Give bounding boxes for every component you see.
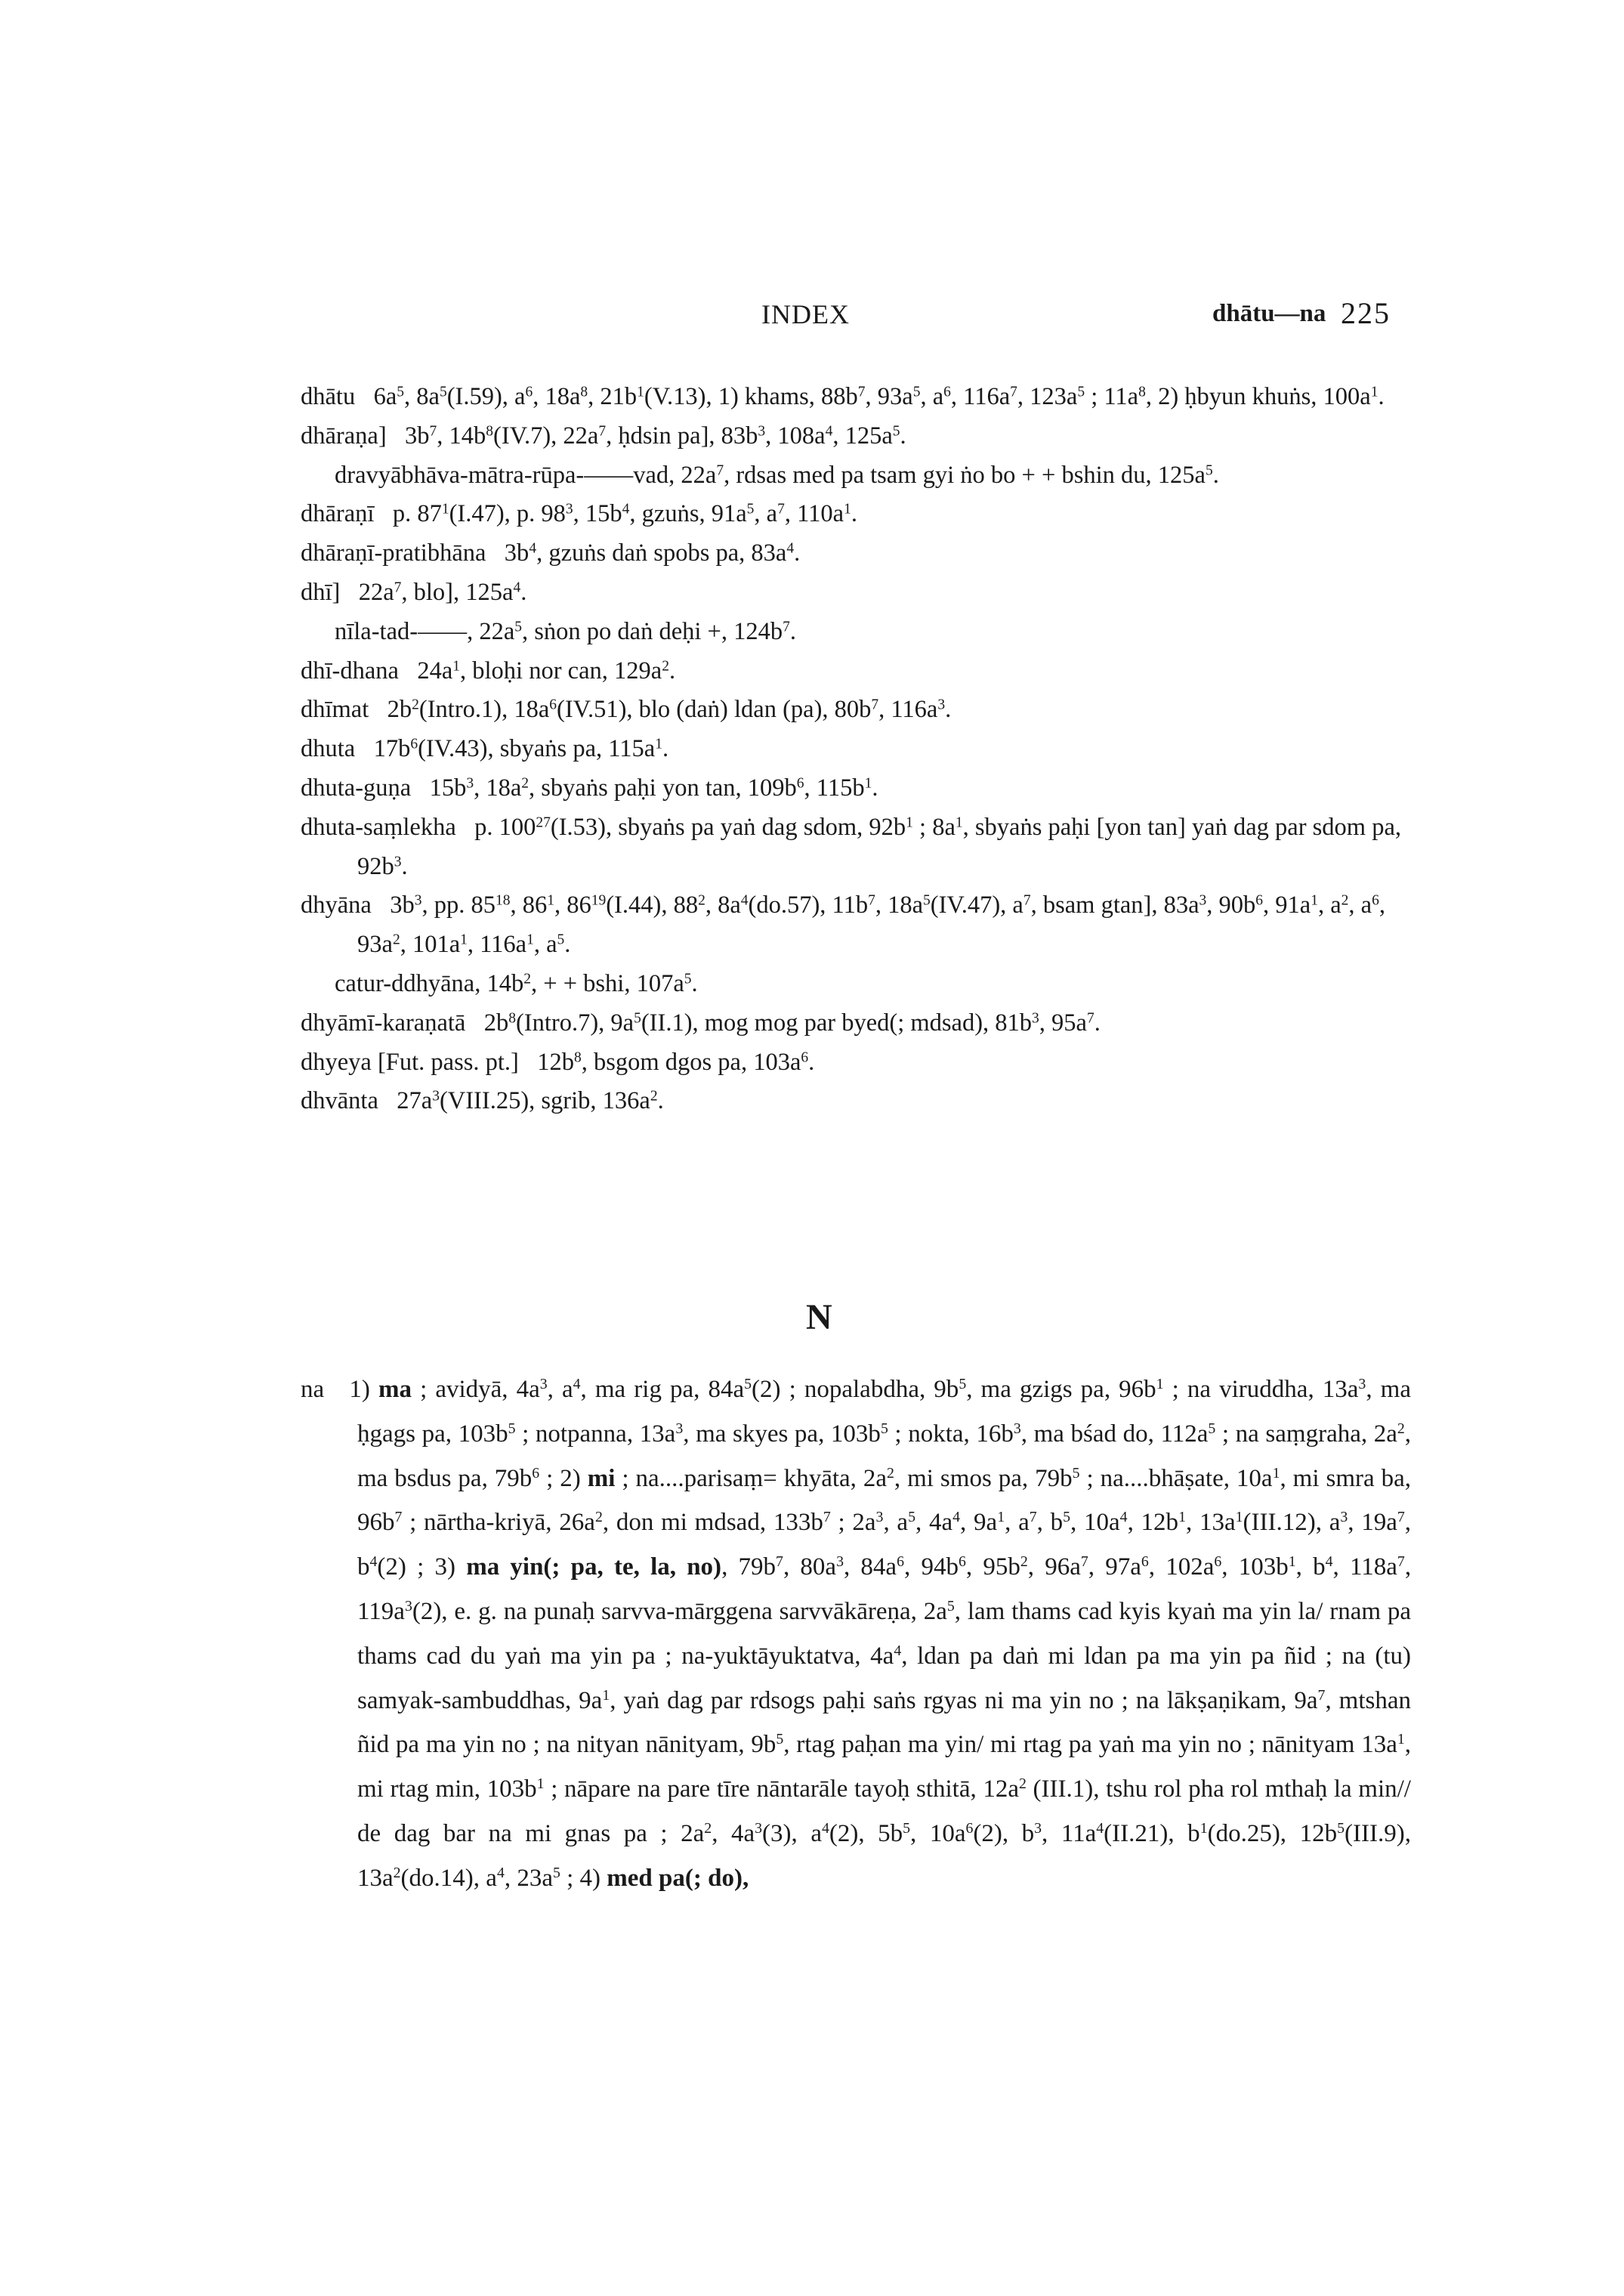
index-entry: dhātu $6a^5$, $8a^5(I.59)$, $a^6$, $18a^8$, $21b^1(V.13)$, 1) khams, $88b^7$, $93a^5$, $a^6$, $116a^7$, $123a^5$ ; $11a^8$, 2) ḥbyun khuṅs, $100a^1$.	[301, 383, 1385, 410]
index-entry: dhvānta $27a^3(VIII.25)$, sgrib, $136a^2$.	[301, 1087, 664, 1115]
index-entry: dhāraṇī p. $87^1(I.47)$, p. $98^3$, $15b^4$, gzuṅs, $91a^5$, $a^7$, $110a^1$.	[301, 500, 857, 528]
index-entry: dhī] $22a^7$, blo], $125a^4$.	[301, 578, 527, 606]
index-entries	[301, 378, 1411, 1121]
index-entry: nīla-tad-——, $22a^5$, sṅon po daṅ deḥi +, $124b^7$.	[335, 617, 796, 645]
header-range: dhātu—na	[1212, 300, 1326, 327]
index-entry: dhyeya [Fut. pass. pt.] $12b^8$, bsgom dgos pa, $103a^6$.	[301, 1048, 815, 1076]
index-entry: catur-ddhyāna, $14b^2$, + + bshi, $107a^5$.	[335, 969, 698, 997]
section-letter: N	[806, 1297, 832, 1337]
index-entry: dhuta $17b^6(IV.43)$, sbyaṅs pa, $115a^1$.	[301, 735, 669, 763]
running-head	[302, 298, 1405, 344]
index-entry: dhāraṇī-pratibhāna $3b^4$, gzuṅs daṅ spobs pa, $83a^4$.	[301, 539, 801, 567]
page-number: 225	[1341, 296, 1391, 330]
index-entry: dhīmat $2b^2(Intro.1)$, $18a^6(IV.51)$, blo (daṅ) ldan (pa), $80b^7$, $116a^3$.	[301, 696, 952, 724]
na-entry-text: na 1) ma ; avidyā, $4a^3$, $a^4$, ma rig pa, $84a^5(2)$ ; nopalabdha, $9b^5$, ma gzigs pa, $96b^1$ ; na viruddha, $13a^3$, ma ḥgags pa, $103b^5$ ; notpanna, $13a^3$, ma skyes pa, $103b^5$ ; nokta, $16b^3$, ma bśad do, $112a^5$ ; na saṃgraha, $2a^2$, ma bsdus pa, $79b^6$ ; 2) mi ; na....parisaṃ= khyāta, $2a^2$, mi smos pa, $79b^5$ ; na....bhāṣate, $10a^1$, mi smra ba, $96b^7$ ; nārtha-kriyā, $26a^2$, don mi mdsad, $133b^7$ ; $2a^3$, $a^5$, $4a^4$, $9a^1$, $a^7$, $b^5$, $10a^4$, $12b^1$, $13a^1(III.12)$, $a^3$, $19a^7$, $b^4(2)$ ; 3) ma yin(; pa, te, la, no), $79b^7$, $80a^3$, $84a^6$, $94b^6$, $95b^2$, $96a^7$, $97a^6$, $102a^6$, $103b^1$, $b^4$, $118a^7$, $119a^3(2)$, e. g. na punaḥ sarvva-mārggena sarvvākāreṇa, $2a^5$, lam thams cad kyis kyaṅ ma yin la/ rnam pa thams cad du yaṅ ma yin pa ; na-yuktāyuktatva, $4a^4$, ldan pa daṅ mi ldan pa ma yin pa ñid ; na (tu) samyak-sambuddhas, $9a^1$, yaṅ dag par rdsogs paḥi saṅs rgyas ni ma yin no ; na lākṣaṇikam, $9a^7$, mtshan ñid pa ma yin no ; na nityan nānityam, $9b^5$, rtag paḥan ma yin/ mi rtag pa yaṅ ma yin no ; nānityam $13a^1$, mi rtag min, $103b^1$ ; nāpare na pare tīre nāntarāle tayoḥ sthitā, $12a^2$ (III.1), tshu rol pha rol mthaḥ la min// de dag bar na mi gnas pa ; $2a^2$, $4a^3(3)$, $a^4(2)$, $5b^5$, $10a^6(2)$, $b^3$, $11a^4(II.21)$, $b^1(do.25)$, $12b^5(III.9)$, $13a^2(do.14)$, $a^4$, $23a^5$ ; 4) med pa(; do),	[301, 1376, 1412, 1892]
index-entry: dhuta-saṃlekha p. $100^{27}(I.53)$, sbyaṅs pa yaṅ dag sdom, $92b^1$ ; $8a^1$, sbyaṅs paḥi [yon tan] yaṅ dag par sdom pa, $92b^3$.	[301, 813, 1401, 880]
na-entry	[301, 1367, 1411, 1901]
index-entry: dravyābhāva-mātra-rūpa-——vad, $22a^7$, rdsas med pa tsam gyi ṅo bo + + bshin du, $125a^5$.	[335, 461, 1219, 489]
header-title: INDEX	[761, 299, 850, 329]
index-entry: dhī-dhana $24a^1$, bloḥi nor can, $129a^2$.	[301, 657, 676, 684]
index-entry: dhyāna $3b^3$, pp. $85^{18}$, $86^1$, $86^{19}(I.44)$, $88^2$, $8a^4(do.57)$, $11b^7$, $18a^5(IV.47)$, $a^7$, bsam gtan], $83a^3$, $90b^6$, $91a^1$, $a^2$, $a^6$, $93a^2$, $101a^1$, $116a^1$, $a^5$.	[301, 892, 1385, 959]
index-entry: dhuta-guṇa $15b^3$, $18a^2$, sbyaṅs paḥi yon tan, $109b^6$, $115b^1$.	[301, 774, 878, 802]
index-entry: dhyāmī-karaṇatā $2b^8(Intro.7)$, $9a^5(II.1)$, mog mog par byed(; mdsad), $81b^3$, $95a^7$.	[301, 1009, 1101, 1037]
index-entry: dhāraṇa] $3b^7$, $14b^8(IV.7)$, $22a^7$, ḥdsin pa], $83b^3$, $108a^4$, $125a^5$.	[301, 422, 906, 450]
